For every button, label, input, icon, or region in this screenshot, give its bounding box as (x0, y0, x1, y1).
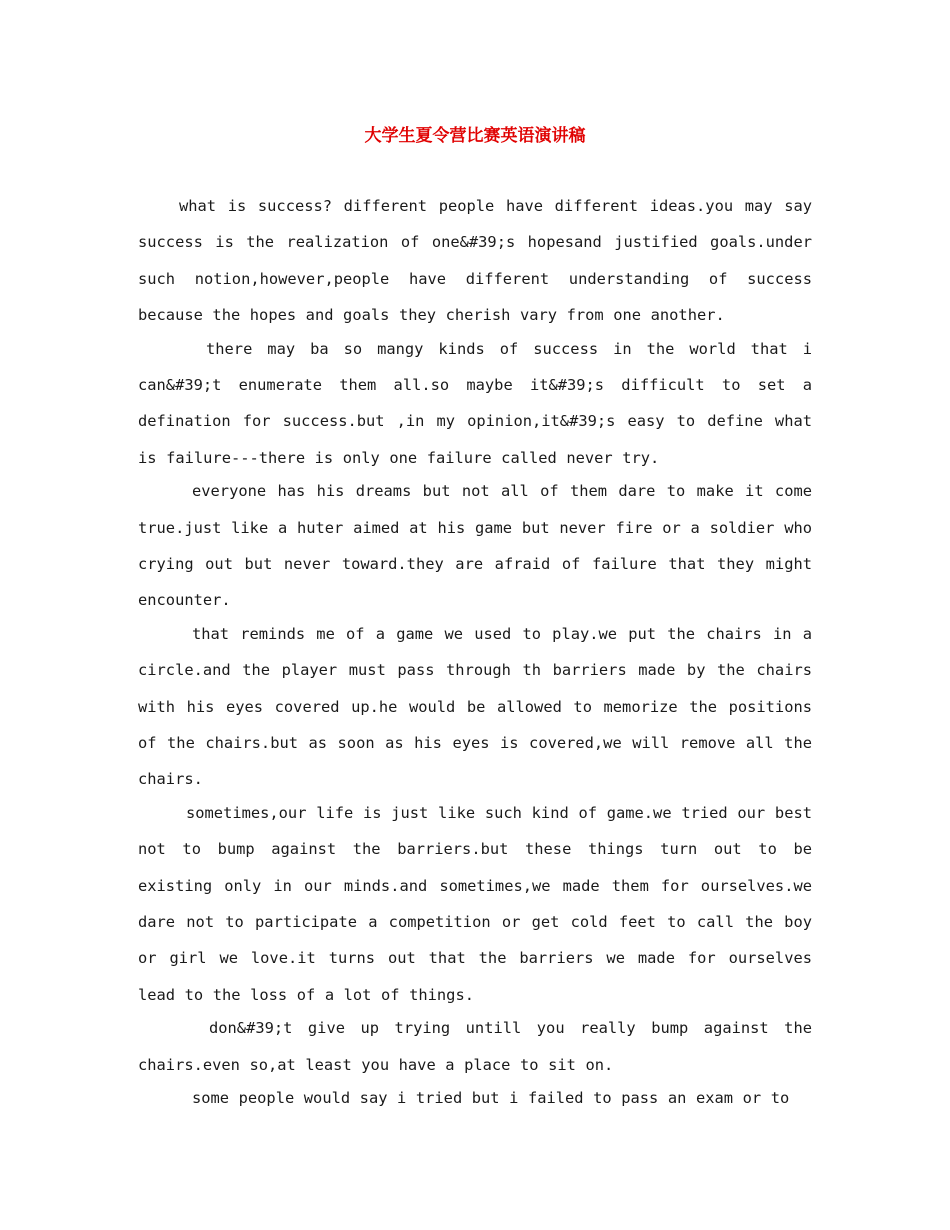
document-title: 大学生夏令营比赛英语演讲稿 (364, 126, 586, 146)
paragraph: sometimes,our life is just like such kind of game.we tried our best not to bump against the barriers.but these things turn out to be existing only in our minds.and sometimes,we made them for ourselves.we dare not to participate a competition or get cold feet to call the boy or girl we love.it turns out that the barriers we made for ourselves lead to the loss of a lot of things. (138, 804, 812, 1004)
paragraph: there may ba so mangy kinds of success in the world that i can&#39;t enumerate them all.so maybe it&#39;s difficult to set a defination for success.but ,in my opinion,it&#39;s easy to define what is failure---there is only one failure called never try. (138, 339, 812, 467)
paragraph: everyone has his dreams but not all of them dare to make it come true.just like a huter aimed at his game but never fire or a soldier who crying out but never toward.they are afraid of failure that they might encounter. (138, 482, 812, 610)
document-body (138, 188, 812, 1117)
paragraph: what is success? different people have different ideas.you may say success is the realization of one&#39;s hopesand justified goals.under such notion,however,people have different understanding of success because the hopes and goals they cherish vary from one another. (138, 197, 812, 324)
paragraph: that reminds me of a game we used to play.we put the chairs in a circle.and the player must pass through th barriers made by the chairs with his eyes covered up.he would be allowed to memorize the positions of the chairs.but as soon as his eyes is covered,we will remove all the chairs. (138, 625, 812, 789)
paragraph: some people would say i tried but i failed to pass an exam or to (192, 1089, 790, 1108)
paragraph: don&#39;t give up trying untill you really bump against the chairs.even so,at least you have a place to sit on. (138, 1019, 812, 1074)
